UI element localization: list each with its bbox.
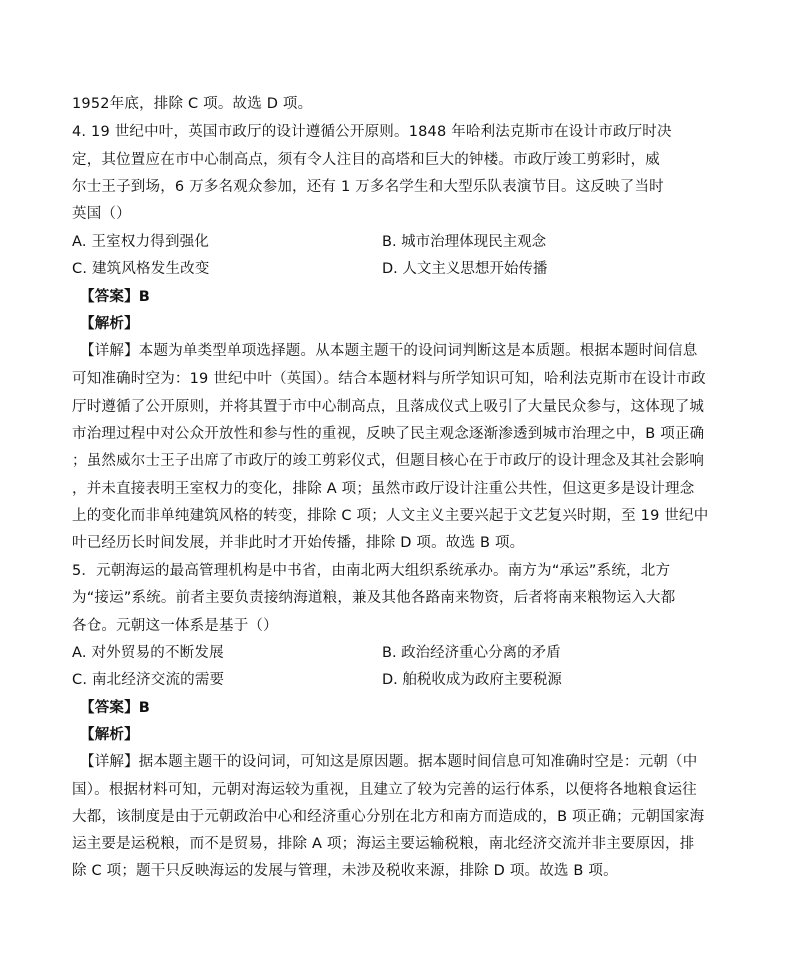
q4-answer: 【答案】B <box>80 289 151 305</box>
q4-detail-line-1: 【详解】本题为单类型单项选择题。从本题主题干的设问词判断这是本质题。根据本题时间信息 <box>80 343 698 359</box>
q4-detail-line-2: 可知准确时空为：19 世纪中叶（英国）。结合本题材料与所学知识可知，哈利法克斯市在设计市政 <box>72 371 706 387</box>
q4-option-c: C. 建筑风格发生改变 <box>72 261 210 277</box>
q4-stem-line-2: 定，其位置应在市中心制高点，须有令人注目的高塔和巨大的钟楼。市政厅竣工剪彩时，威 <box>72 152 660 168</box>
q5-option-b: B. 政治经济重心分离的矛盾 <box>382 645 561 661</box>
q5-analysis-heading: 【解析】 <box>80 727 139 743</box>
q4-detail-line-7: 上的变化而非单纯建筑风格的转变，排除 C 项；人文主义主要兴起于文艺复兴时期，至 19 世纪中 <box>72 508 709 524</box>
q4-detail-line-4: 市治理过程中对公众开放性和参与性的重视，反映了民主观念逐渐渗透到城市治理之中，B 项正确 <box>72 426 705 442</box>
q4-detail-line-6: ，并未直接表明王室权力的变化，排除 A 项；虽然市政厅设计注重公共性，但这更多是设计理念 <box>72 481 695 497</box>
q4-stem-line-1: 4. 19 世纪中叶，英国市政厅的设计遵循公开原则。1848 年哈利法克斯市在设计市政厅时决 <box>72 124 672 140</box>
q5-answer: 【答案】B <box>80 700 151 716</box>
q5-detail-line-2: 国）。根据材料可知，元朝对海运较为重视，且建立了较为完善的运行体系，以便将各地粮食运往 <box>72 782 697 798</box>
q4-stem-line-3: 尔士王子到场，6 万多名观众参加，还有 1 万多名学生和大型乐队表演节目。这反映了当时 <box>72 179 664 195</box>
q4-option-a: A. 王室权力得到强化 <box>72 234 210 250</box>
paragraph-line: 1952年底，排除 C 项。故选 D 项。 <box>72 96 313 112</box>
q5-option-d: D. 舶税收成为政府主要税源 <box>382 672 562 688</box>
q4-analysis-heading: 【解析】 <box>80 316 139 332</box>
q4-detail-line-5: ；虽然威尔士王子出席了市政厅的竣工剪彩仪式，但题目核心在于市政厅的设计理念及其社会影响 <box>72 453 705 469</box>
q5-detail-line-1: 【详解】据本题主题干的设问词，可知这是原因题。据本题时间信息可知准确时空是：元朝（中 <box>80 754 698 770</box>
q4-stem-line-4: 英国（） <box>72 206 131 222</box>
q4-detail-line-8: 叶已经历长时间发展，并非此时才开始传播，排除 D 项。故选 B 项。 <box>72 535 525 551</box>
q5-stem-line-3: 各仓。元朝这一体系是基于（） <box>72 618 278 634</box>
q4-option-b: B. 城市治理体现民主观念 <box>382 234 547 250</box>
q4-detail-line-3: 厅时遵循了公开原则，并将其置于市中心制高点，且落成仪式上吸引了大量民众参与，这体现了城 <box>72 399 705 415</box>
q5-stem-line-2: 为“接运”系统。前者主要负责接纳海道粮，兼及其他各路南来物资，后者将南来粮物运入大都 <box>72 590 676 606</box>
q5-detail-line-4: 运主要是运税粮，而不是贸易，排除 A 项；海运主要运输税粮，南北经济交流并非主要原因，排 <box>72 836 695 852</box>
q5-option-c: C. 南北经济交流的需要 <box>72 672 225 688</box>
q5-option-a: A. 对外贸易的不断发展 <box>72 645 224 661</box>
q5-detail-line-5: 除 C 项；题干只反映海运的发展与管理，未涉及税收来源，排除 D 项。故选 B 项。 <box>72 863 618 879</box>
q4-option-d: D. 人文主义思想开始传播 <box>382 261 548 277</box>
q5-detail-line-3: 大都，该制度是由于元朝政治中心和经济重心分别在北方和南方而造成的，B 项正确；元朝国家海 <box>72 809 705 825</box>
q5-stem-line-1: 5．元朝海运的最高管理机构是中书省，由南北两大组织系统承办。南方为“承运”系统，北方 <box>72 563 671 579</box>
